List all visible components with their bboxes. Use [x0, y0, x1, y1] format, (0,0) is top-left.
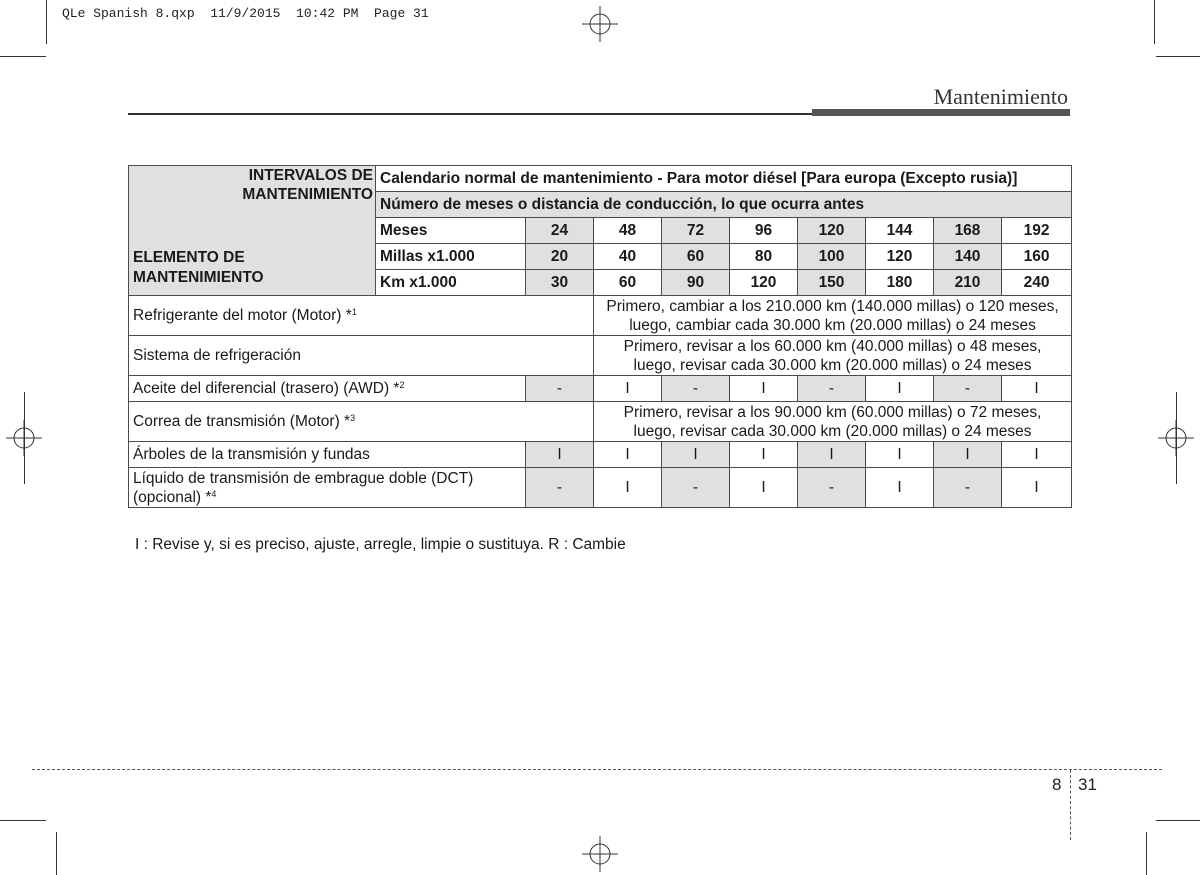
- schedule-cell: I: [866, 468, 934, 508]
- table-title-row: [129, 166, 1072, 192]
- interval-cell: 240: [1002, 270, 1072, 296]
- interval-cell: 144: [866, 218, 934, 244]
- schedule-cell: -: [934, 468, 1002, 508]
- item-instruction: Primero, revisar a los 90.000 km (60.000 millas) o 72 meses, luego, revisar cada 30.000 km (20.000 millas) o 24 meses: [594, 402, 1072, 442]
- interval-cell: 168: [934, 218, 1002, 244]
- schedule-cell: I: [798, 442, 866, 468]
- registration-mark-bottom: [582, 836, 618, 872]
- item-name: Correa de transmisión (Motor) *$^3$: [129, 402, 594, 442]
- interval-label: Millas x1.000: [376, 244, 526, 270]
- interval-cell: 120: [730, 270, 798, 296]
- schedule-cell: -: [662, 376, 730, 402]
- schedule-cell: I: [594, 376, 662, 402]
- item-name: Refrigerante del motor (Motor) *$^1$: [129, 296, 594, 336]
- crop-mark: [1154, 0, 1155, 44]
- schedule-cell: I: [730, 468, 798, 508]
- schedule-cell: I: [730, 376, 798, 402]
- interval-cell: 140: [934, 244, 1002, 270]
- interval-cell: 120: [866, 244, 934, 270]
- table-title: Calendario normal de mantenimiento - Para motor diésel [Para europa (Excepto rusia)]: [376, 166, 1072, 192]
- table-row: [129, 442, 1072, 468]
- schedule-cell: I: [594, 442, 662, 468]
- interval-cell: 100: [798, 244, 866, 270]
- schedule-cell: -: [662, 468, 730, 508]
- registration-line-right: [1176, 392, 1177, 484]
- crop-mark: [56, 832, 57, 875]
- item-instruction: Primero, cambiar a los 210.000 km (140.000 millas) o 120 meses, luego, cambiar cada 30.000 km (20.000 millas) o 24 meses: [594, 296, 1072, 336]
- schedule-cell: -: [798, 468, 866, 508]
- interval-cell: 90: [662, 270, 730, 296]
- schedule-cell: I: [526, 442, 594, 468]
- interval-cell: 20: [526, 244, 594, 270]
- interval-cell: 80: [730, 244, 798, 270]
- crop-mark: [0, 820, 46, 821]
- item-instruction: Primero, revisar a los 60.000 km (40.000 millas) o 48 meses, luego, revisar cada 30.000 km (20.000 millas) o 24 meses: [594, 336, 1072, 376]
- schedule-cell: I: [866, 442, 934, 468]
- item-name: Aceite del diferencial (trasero) (AWD) *$^2$: [129, 376, 526, 402]
- legend-text: I : Revise y, si es preciso, ajuste, arregle, limpie o sustituya. R : Cambie: [135, 536, 626, 553]
- maintenance-schedule-table: [128, 165, 1072, 508]
- table-row: [129, 468, 1072, 508]
- crop-mark: [0, 56, 46, 57]
- schedule-cell: -: [526, 468, 594, 508]
- interval-cell: 40: [594, 244, 662, 270]
- table-row: [129, 376, 1072, 402]
- table-row: [129, 296, 1072, 336]
- interval-label: Km x1.000: [376, 270, 526, 296]
- interval-cell: 60: [662, 244, 730, 270]
- interval-label: Meses: [376, 218, 526, 244]
- table-row: [129, 402, 1072, 442]
- schedule-cell: -: [526, 376, 594, 402]
- schedule-cell: I: [934, 442, 1002, 468]
- schedule-cell: I: [1002, 376, 1072, 402]
- interval-cell: 72: [662, 218, 730, 244]
- interval-cell: 48: [594, 218, 662, 244]
- header-rule: [128, 113, 813, 115]
- interval-cell: 150: [798, 270, 866, 296]
- page-number: 31: [1078, 775, 1097, 794]
- schedule-cell: -: [798, 376, 866, 402]
- section-title: Mantenimiento: [933, 84, 1068, 109]
- item-name: Líquido de transmisión de embrague doble (DCT) (opcional) *$^4$: [129, 468, 526, 508]
- schedule-cell: I: [1002, 468, 1072, 508]
- chapter-number: 8: [1052, 775, 1062, 794]
- schedule-cell: I: [866, 376, 934, 402]
- footer-page-divider: [1070, 770, 1071, 840]
- table-corner-header: [129, 166, 376, 296]
- table-subtitle: Número de meses o distancia de conducción, lo que ocurra antes: [376, 192, 1072, 218]
- interval-cell: 24: [526, 218, 594, 244]
- intervals-header: INTERVALOS DE MANTENIMIENTO: [242, 167, 373, 203]
- interval-cell: 192: [1002, 218, 1072, 244]
- item-header: ELEMENTO DE MANTENIMIENTO: [133, 249, 264, 286]
- interval-cell: 30: [526, 270, 594, 296]
- footer-divider: [32, 769, 1162, 770]
- interval-cell: 60: [594, 270, 662, 296]
- schedule-cell: I: [662, 442, 730, 468]
- schedule-cell: -: [934, 376, 1002, 402]
- item-name: Sistema de refrigeración: [129, 336, 594, 376]
- schedule-cell: I: [1002, 442, 1072, 468]
- registration-mark-top: [582, 6, 618, 42]
- table-row: [129, 336, 1072, 376]
- crop-mark: [46, 0, 47, 44]
- schedule-cell: I: [730, 442, 798, 468]
- registration-line-left: [24, 392, 25, 484]
- crop-mark: [1146, 832, 1147, 875]
- interval-cell: 180: [866, 270, 934, 296]
- interval-cell: 120: [798, 218, 866, 244]
- schedule-cell: I: [594, 468, 662, 508]
- print-slug: QLe Spanish 8.qxp 11/9/2015 10:42 PM Page 31: [62, 6, 429, 21]
- interval-cell: 210: [934, 270, 1002, 296]
- crop-mark: [1156, 820, 1200, 821]
- item-name: Árboles de la transmisión y fundas: [129, 442, 526, 468]
- interval-cell: 160: [1002, 244, 1072, 270]
- crop-mark: [1156, 56, 1200, 57]
- interval-cell: 96: [730, 218, 798, 244]
- header-rule-accent: [812, 109, 1070, 116]
